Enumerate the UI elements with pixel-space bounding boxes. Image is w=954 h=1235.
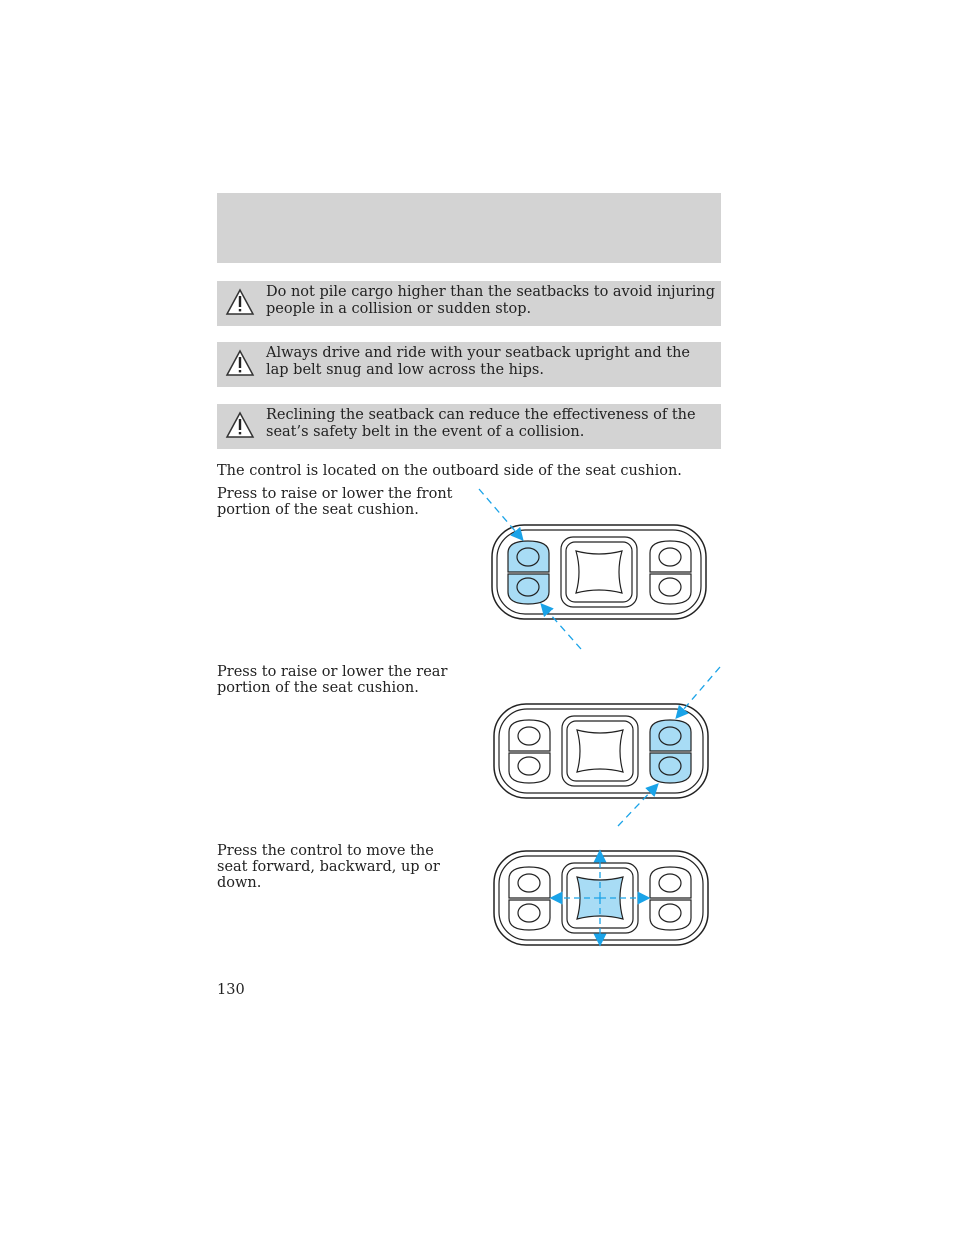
warning-triangle-icon xyxy=(225,288,255,316)
header-band xyxy=(217,193,721,263)
warning-text: Reclining the seatback can reduce the effectiveness of the seat’s safety belt in the event of a collision. xyxy=(266,407,696,440)
caption-move: Press the control to move the seat forward, backward, up or down. xyxy=(217,843,440,891)
seat-control-diagram-front xyxy=(470,485,720,655)
seat-control-diagram-rear xyxy=(470,663,724,831)
intro-paragraph: The control is located on the outboard side of the seat cushion. xyxy=(217,463,682,479)
warning-text: Do not pile cargo higher than the seatbacks to avoid injuring people in a collision or sudden stop. xyxy=(266,284,716,317)
front-tilt-buttons[interactable] xyxy=(508,541,549,604)
rear-tilt-buttons[interactable] xyxy=(650,541,691,604)
warning-box-2 xyxy=(217,342,721,387)
rear-tilt-buttons[interactable] xyxy=(650,720,691,783)
warning-box-3 xyxy=(217,404,721,449)
caption-front: Press to raise or lower the front portion of the seat cushion. xyxy=(217,486,453,518)
warning-text: Always drive and ride with your seatback upright and the lap belt snug and low across the hips. xyxy=(266,345,690,378)
seat-control-diagram-move xyxy=(470,840,724,952)
warning-triangle-icon xyxy=(225,349,255,377)
warning-box-1 xyxy=(217,281,721,326)
rear-tilt-buttons[interactable] xyxy=(650,867,691,930)
front-tilt-buttons[interactable] xyxy=(509,867,550,930)
front-tilt-buttons[interactable] xyxy=(509,720,550,783)
page-number: 130 xyxy=(217,982,245,998)
warning-triangle-icon xyxy=(225,411,255,439)
caption-rear: Press to raise or lower the rear portion of the seat cushion. xyxy=(217,664,448,696)
